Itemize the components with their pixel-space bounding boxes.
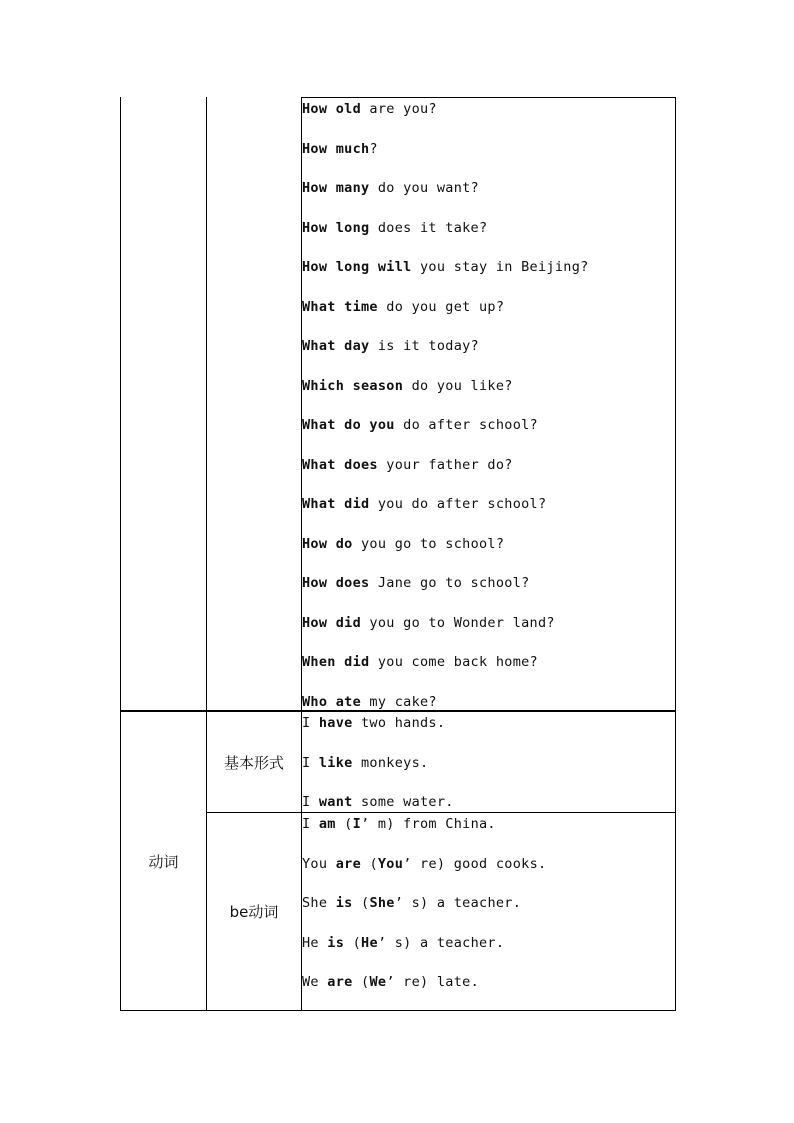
sentence-text: I xyxy=(302,816,319,832)
sentence-text: ? xyxy=(369,140,378,157)
sentence-text: do you get up? xyxy=(377,298,505,315)
question-sentence xyxy=(302,496,546,512)
keyword-text: I xyxy=(352,816,362,832)
sentence-text: your father do? xyxy=(377,456,513,473)
sentence-text: I xyxy=(302,794,319,810)
keyword-text: How old xyxy=(302,101,361,117)
be-verb-sentence xyxy=(302,935,504,951)
sentence-text: ( xyxy=(352,895,370,911)
keyword-text: are xyxy=(335,855,362,872)
sentence-text: do after school? xyxy=(394,417,538,433)
sentence-text: is it today? xyxy=(369,338,479,354)
basic-form-sentence xyxy=(302,715,445,731)
sentence-text: some water. xyxy=(352,794,454,810)
question-sentence xyxy=(302,220,487,236)
sentence-text: two hands. xyxy=(352,715,446,731)
sentence-text: ( xyxy=(335,816,353,832)
sentence-text: ( xyxy=(361,855,378,872)
sentence-text: does it take? xyxy=(369,219,488,236)
keyword-text: How much xyxy=(302,140,370,157)
keyword-text: We xyxy=(369,974,387,990)
sentence-text: I xyxy=(302,715,319,731)
sentence-text: You xyxy=(302,855,336,872)
sentence-text: do you like? xyxy=(403,377,513,394)
table-border-left xyxy=(120,97,121,1011)
keyword-text: What did xyxy=(302,496,370,512)
question-sentence xyxy=(302,654,538,670)
basic-form-sentence xyxy=(302,794,454,810)
question-sentence xyxy=(302,378,513,394)
keyword-text: He xyxy=(361,934,378,951)
keyword-text: You xyxy=(377,855,404,872)
question-sentence xyxy=(302,180,479,196)
sentence-text: I xyxy=(302,754,319,771)
be-verb-sentence xyxy=(302,856,546,872)
sentence-text: my cake? xyxy=(361,693,437,710)
question-sentence xyxy=(302,338,479,354)
keyword-text: am xyxy=(318,816,336,832)
sentence-text: ’ m) from China. xyxy=(361,816,496,832)
sentence-text: ’ re) late. xyxy=(386,974,480,990)
sentence-text: you do after school? xyxy=(369,496,547,512)
table-border-right xyxy=(675,97,676,1011)
keyword-text: How long will xyxy=(302,259,412,275)
sentence-text: ( xyxy=(344,934,362,951)
keyword-text: How did xyxy=(302,614,361,631)
keyword-text: like xyxy=(318,754,353,771)
question-sentence xyxy=(302,575,530,591)
keyword-text: What does xyxy=(302,456,378,473)
keyword-text: Which season xyxy=(302,377,404,394)
keyword-text: is xyxy=(335,895,353,911)
sentence-text: do you want? xyxy=(369,180,479,196)
question-sentence xyxy=(302,457,513,473)
subcategory-label-basic-form: 基本形式 xyxy=(223,754,284,772)
question-sentence xyxy=(302,299,504,315)
keyword-text: How do xyxy=(302,535,353,552)
keyword-text: What day xyxy=(302,338,370,354)
keyword-text: How long xyxy=(302,219,370,236)
sentence-text: She xyxy=(302,895,336,911)
be-verb-sentence xyxy=(302,974,479,990)
question-sentence xyxy=(302,536,504,552)
keyword-text: What time xyxy=(302,298,378,315)
subsection-separator xyxy=(206,812,676,813)
sentence-text: you go to Wonder land? xyxy=(361,614,555,631)
sentence-text: ’ s) a teacher. xyxy=(377,934,505,951)
section-separator xyxy=(120,710,676,712)
question-sentence xyxy=(302,141,378,157)
keyword-text: Who ate xyxy=(302,693,361,710)
sentence-text: ( xyxy=(352,974,370,990)
sentence-text: you stay in Beijing? xyxy=(411,259,589,275)
question-sentence xyxy=(302,101,437,117)
keyword-text: want xyxy=(318,794,353,810)
keyword-text: is xyxy=(327,934,345,951)
keyword-text: have xyxy=(318,715,353,731)
sentence-text: ’ re) good cooks. xyxy=(403,855,547,872)
sentence-text: We xyxy=(302,974,328,990)
sentence-text: Jane go to school? xyxy=(369,575,530,591)
keyword-text: When did xyxy=(302,654,370,670)
keyword-text: are xyxy=(327,974,353,990)
sentence-text: monkeys. xyxy=(352,754,429,771)
category-label-verb: 动词 xyxy=(148,853,179,871)
table-border-top xyxy=(301,97,676,98)
keyword-text: She xyxy=(369,895,395,911)
keyword-text: How many xyxy=(302,180,370,196)
basic-form-sentence xyxy=(302,755,428,771)
keyword-text: How does xyxy=(302,575,370,591)
sentence-text: He xyxy=(302,934,328,951)
be-verb-sentence xyxy=(302,895,521,911)
subcategory-label-be-verb: be动词 xyxy=(229,903,279,921)
sentence-text: ’ s) a teacher. xyxy=(394,895,522,911)
question-sentence xyxy=(302,615,555,631)
column-divider-1 xyxy=(206,97,207,1011)
question-sentence xyxy=(302,417,538,433)
be-verb-sentence xyxy=(302,816,496,832)
sentence-text: are you? xyxy=(361,101,437,117)
sentence-text: you come back home? xyxy=(369,654,538,670)
sentence-text: you go to school? xyxy=(352,535,505,552)
table-border-bottom xyxy=(120,1010,676,1011)
keyword-text: What do you xyxy=(302,417,395,433)
question-sentence xyxy=(302,694,437,710)
question-sentence xyxy=(302,259,589,275)
